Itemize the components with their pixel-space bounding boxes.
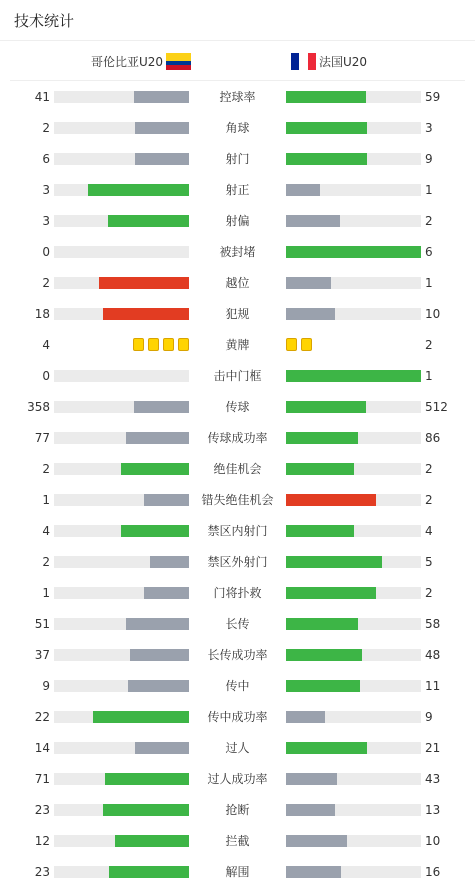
home-stat-value: 0: [42, 369, 50, 383]
home-stat-bar-fill: [135, 122, 189, 134]
home-stat-bar: [54, 556, 189, 568]
home-stat-bar-fill: [93, 711, 189, 723]
stat-label: 长传: [225, 617, 250, 631]
away-team-name: 法国U20: [319, 54, 368, 69]
away-stat-value: 11: [425, 679, 441, 693]
away-stat-bar: [286, 153, 421, 165]
home-stat-bar-fill: [121, 463, 189, 475]
away-stat-bar-fill: [286, 525, 354, 537]
stat-row: [0, 609, 475, 640]
home-stat-bar-fill: [126, 618, 189, 630]
home-stat-bar: [54, 525, 189, 537]
away-stat-value: 86: [425, 431, 441, 445]
home-stat-bar-fill: [150, 556, 189, 568]
stat-label: 传球成功率: [207, 431, 268, 445]
away-stat-bar: [286, 866, 421, 878]
stat-label: 射门: [225, 152, 250, 166]
stat-row: [0, 826, 475, 857]
home-stat-bar: [54, 649, 189, 661]
away-stat-value: 5: [425, 555, 433, 569]
stat-row: [0, 330, 475, 361]
home-stat-bar: [54, 742, 189, 754]
away-stat-bar-fill: [286, 401, 366, 413]
away-stat-bar-fill: [286, 153, 367, 165]
home-stat-value: 3: [42, 183, 50, 197]
yellow-card-icon: [301, 338, 312, 351]
home-stat-value: 2: [42, 121, 50, 135]
home-stat-value: 23: [34, 865, 50, 879]
home-stat-bar-fill: [99, 277, 189, 289]
stat-row: [0, 702, 475, 733]
stat-label: 绝佳机会: [213, 462, 262, 476]
away-stat-bar: [286, 804, 421, 816]
home-stat-value: 37: [34, 648, 50, 662]
home-stat-value: 14: [34, 741, 50, 755]
away-stat-value: 2: [425, 338, 433, 352]
home-stat-value: 3: [42, 214, 50, 228]
away-stat-value: 10: [425, 834, 441, 848]
home-stat-bar-fill: [109, 866, 189, 878]
away-stat-bar-fill: [286, 432, 358, 444]
home-stat-bar: [54, 122, 189, 134]
home-stat-value: 0: [42, 245, 50, 259]
away-stat-value: 1: [425, 369, 433, 383]
away-stat-bar: [286, 91, 421, 103]
away-stat-bar-fill: [286, 91, 366, 103]
home-stat-bar: [54, 91, 189, 103]
home-stat-bar: [54, 680, 189, 692]
stat-row: [0, 485, 475, 516]
stat-row: [0, 361, 475, 392]
home-stat-bar: [54, 866, 189, 878]
away-stat-bar-fill: [286, 587, 376, 599]
away-stat-value: 1: [425, 276, 433, 290]
away-stat-bar-fill: [286, 556, 382, 568]
away-stat-bar-fill: [286, 649, 362, 661]
home-stat-bar-fill: [103, 804, 189, 816]
away-stat-value: 58: [425, 617, 441, 631]
away-stat-bar-fill: [286, 215, 340, 227]
stat-row: [0, 516, 475, 547]
away-stat-value: 48: [425, 648, 441, 662]
away-stat-value: 512: [425, 400, 448, 414]
stat-row: [0, 795, 475, 826]
stat-label: 过人: [225, 741, 250, 755]
home-stat-value: 2: [42, 555, 50, 569]
stat-label: 传中: [225, 679, 250, 693]
away-stat-bar: [286, 773, 421, 785]
stat-label: 射正: [225, 183, 250, 197]
stat-label: 过人成功率: [207, 772, 268, 786]
yellow-card-icon: [148, 338, 159, 351]
home-stat-value: 1: [42, 493, 50, 507]
stat-row: [0, 144, 475, 175]
home-stat-value: 2: [42, 462, 50, 476]
away-stat-bar-fill: [286, 308, 335, 320]
stats-list: [0, 82, 475, 888]
away-stat-bar-fill: [286, 742, 367, 754]
stat-label: 角球: [225, 121, 250, 135]
home-stat-value: 358: [27, 400, 50, 414]
stat-label: 解围: [225, 865, 250, 879]
stat-row: [0, 206, 475, 237]
home-stat-bar-fill: [108, 215, 189, 227]
home-stat-bar-fill: [126, 432, 189, 444]
home-stat-bar: [54, 215, 189, 227]
home-stat-bar: [54, 463, 189, 475]
stat-row: [0, 175, 475, 206]
stat-label: 传球: [225, 400, 250, 414]
away-stat-bar: [286, 401, 421, 413]
away-stat-bar: [286, 835, 421, 847]
home-stat-bar: [54, 153, 189, 165]
away-stat-value: 4: [425, 524, 433, 538]
home-stat-bar: [54, 587, 189, 599]
stat-row: [0, 671, 475, 702]
stat-label: 抢断: [225, 803, 250, 817]
home-stat-bar-fill: [121, 525, 189, 537]
home-stat-bar: [54, 246, 189, 258]
stat-label: 射偏: [225, 214, 250, 228]
away-stat-bar-fill: [286, 618, 358, 630]
stat-label: 控球率: [219, 90, 256, 104]
home-stat-value: 9: [42, 679, 50, 693]
stat-row: [0, 237, 475, 268]
home-stat-bar: [54, 401, 189, 413]
home-team: [91, 41, 191, 81]
away-team: [291, 41, 367, 81]
home-stat-value: 41: [34, 90, 50, 104]
away-stat-bar-fill: [286, 184, 320, 196]
home-stat-value: 77: [34, 431, 50, 445]
home-stat-bar-fill: [144, 494, 189, 506]
yellow-card-icon: [133, 338, 144, 351]
home-stat-bar-fill: [144, 587, 189, 599]
away-stat-value: 43: [425, 772, 441, 786]
away-stat-bar: [286, 122, 421, 134]
home-yellow-cards: [133, 338, 189, 351]
home-stat-value: 6: [42, 152, 50, 166]
away-stat-value: 3: [425, 121, 433, 135]
stat-row: [0, 268, 475, 299]
section-title: 技术统计: [14, 11, 75, 30]
away-stat-value: 10: [425, 307, 441, 321]
away-stat-value: 13: [425, 803, 441, 817]
stat-row: [0, 423, 475, 454]
stat-label: 传中成功率: [207, 710, 268, 724]
away-stat-bar: [286, 711, 421, 723]
away-stat-bar: [286, 587, 421, 599]
away-stat-bar-fill: [286, 711, 325, 723]
away-yellow-cards: [286, 338, 312, 351]
away-stat-bar: [286, 680, 421, 692]
stat-row: [0, 640, 475, 671]
away-stat-value: 59: [425, 90, 441, 104]
away-stat-bar: [286, 277, 421, 289]
home-team-name: 哥伦比亚U20: [91, 54, 164, 69]
away-stat-value: 16: [425, 865, 441, 879]
away-stat-value: 6: [425, 245, 433, 259]
away-stat-bar: [286, 370, 421, 382]
home-stat-value: 4: [42, 524, 50, 538]
away-stat-bar: [286, 618, 421, 630]
home-stat-value: 12: [34, 834, 50, 848]
home-stat-bar-fill: [105, 773, 189, 785]
away-stat-bar-fill: [286, 370, 421, 382]
stat-row: [0, 113, 475, 144]
away-stat-bar-fill: [286, 122, 367, 134]
stat-label: 禁区内射门: [207, 524, 268, 538]
yellow-card-icon: [163, 338, 174, 351]
home-stat-value: 2: [42, 276, 50, 290]
away-stat-bar-fill: [286, 773, 337, 785]
away-stat-bar-fill: [286, 494, 376, 506]
away-stat-bar: [286, 494, 421, 506]
colombia-flag-icon: [166, 53, 191, 70]
home-stat-bar: [54, 494, 189, 506]
stat-row: [0, 454, 475, 485]
home-stat-value: 18: [34, 307, 50, 321]
home-stat-bar-fill: [135, 153, 189, 165]
stat-row: [0, 733, 475, 764]
home-stat-bar: [54, 711, 189, 723]
yellow-card-icon: [286, 338, 297, 351]
away-stat-value: 9: [425, 152, 433, 166]
stat-label: 越位: [225, 276, 250, 290]
away-stat-bar: [286, 184, 421, 196]
stat-row: [0, 764, 475, 795]
home-stat-bar: [54, 773, 189, 785]
away-stat-bar: [286, 525, 421, 537]
home-stat-bar: [54, 308, 189, 320]
home-stat-bar: [54, 804, 189, 816]
away-stat-bar: [286, 215, 421, 227]
stat-label: 拦截: [225, 834, 250, 848]
stat-row: [0, 299, 475, 330]
away-stat-value: 2: [425, 462, 433, 476]
home-stat-bar-fill: [128, 680, 189, 692]
stat-label: 门将扑救: [213, 586, 262, 600]
away-stat-bar: [286, 556, 421, 568]
home-stat-value: 71: [34, 772, 50, 786]
home-stat-bar-fill: [134, 91, 189, 103]
home-stat-bar-fill: [130, 649, 189, 661]
away-stat-bar: [286, 649, 421, 661]
away-stat-bar-fill: [286, 463, 354, 475]
away-stat-bar: [286, 308, 421, 320]
home-stat-bar: [54, 432, 189, 444]
home-stat-value: 1: [42, 586, 50, 600]
away-stat-value: 21: [425, 741, 441, 755]
away-stat-bar: [286, 742, 421, 754]
home-stat-value: 4: [42, 338, 50, 352]
away-stat-value: 2: [425, 493, 433, 507]
away-stat-bar: [286, 246, 421, 258]
home-stat-bar-fill: [103, 308, 189, 320]
home-stat-bar: [54, 184, 189, 196]
stats-header: [0, 0, 475, 41]
away-stat-value: 2: [425, 214, 433, 228]
home-stat-value: 22: [34, 710, 50, 724]
away-stat-bar-fill: [286, 246, 421, 258]
away-stat-bar-fill: [286, 680, 360, 692]
away-stat-value: 2: [425, 586, 433, 600]
teams-bar: [10, 41, 465, 81]
home-stat-bar: [54, 370, 189, 382]
home-stat-bar-fill: [134, 401, 189, 413]
stat-row: [0, 82, 475, 113]
home-stat-value: 23: [34, 803, 50, 817]
stat-label: 击中门框: [213, 369, 262, 383]
home-stat-bar: [54, 618, 189, 630]
away-stat-bar: [286, 432, 421, 444]
home-stat-bar-fill: [88, 184, 189, 196]
home-stat-bar-fill: [115, 835, 189, 847]
home-stat-bar: [54, 277, 189, 289]
away-stat-bar-fill: [286, 866, 341, 878]
stat-label: 禁区外射门: [207, 555, 268, 569]
stat-row: [0, 547, 475, 578]
away-stat-bar-fill: [286, 277, 331, 289]
stat-label: 犯规: [225, 307, 250, 321]
away-stat-value: 1: [425, 183, 433, 197]
france-flag-icon: [291, 53, 316, 70]
home-stat-value: 51: [34, 617, 50, 631]
away-stat-bar: [286, 463, 421, 475]
away-stat-value: 9: [425, 710, 433, 724]
stat-label: 长传成功率: [207, 648, 268, 662]
stat-label: 被封堵: [219, 245, 256, 259]
stat-row: [0, 392, 475, 423]
home-stat-bar: [54, 835, 189, 847]
yellow-card-icon: [178, 338, 189, 351]
stat-row: [0, 857, 475, 888]
away-stat-bar-fill: [286, 835, 347, 847]
stat-row: [0, 578, 475, 609]
stat-label: 黄牌: [225, 338, 250, 352]
stat-label: 错失绝佳机会: [201, 493, 274, 507]
away-stat-bar-fill: [286, 804, 335, 816]
home-stat-bar-fill: [135, 742, 189, 754]
